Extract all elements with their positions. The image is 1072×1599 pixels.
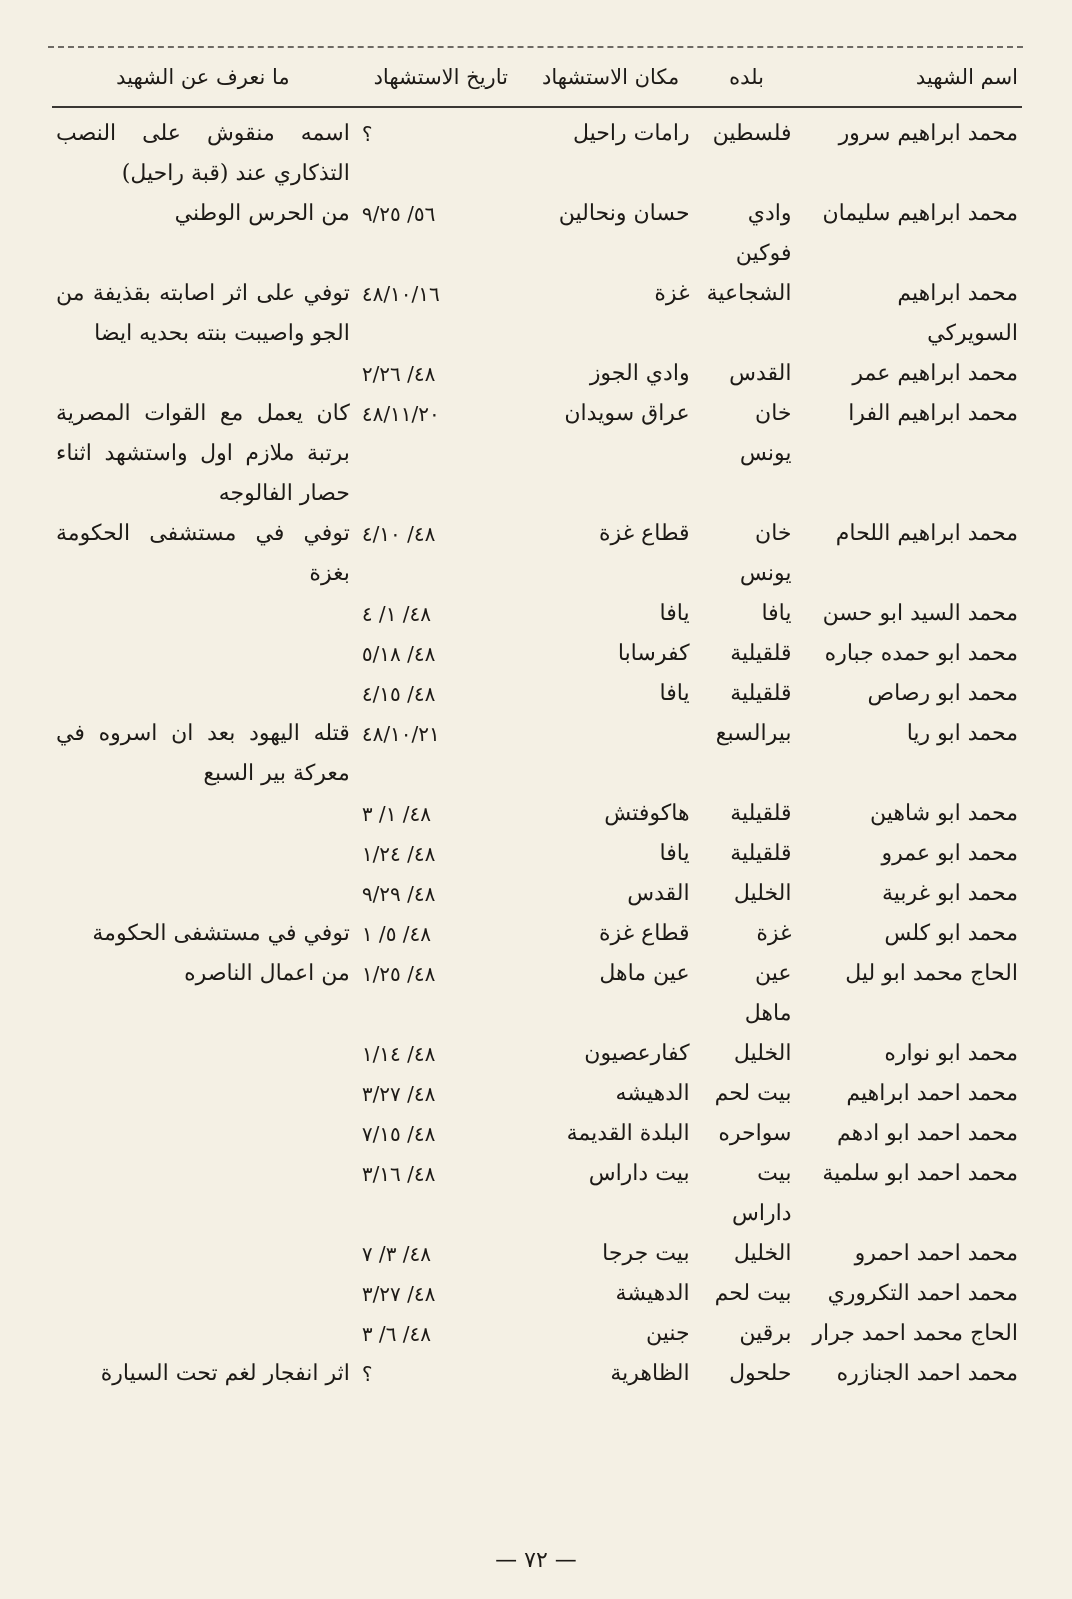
row-date: ٤٨/ ٥/ ١ xyxy=(361,922,432,946)
row-name: محمد احمد التكروري xyxy=(827,1281,1018,1306)
row-name: محمد احمد ابو سلمية xyxy=(822,1161,1018,1186)
row-name: محمد ابو كلس xyxy=(884,921,1018,946)
table-row xyxy=(50,794,1024,834)
row-date: ٤٨/١١/٢٠ xyxy=(361,402,440,426)
row-name: محمد السيد ابو حسن xyxy=(822,601,1018,626)
row-town: الشجاعية xyxy=(706,281,792,306)
row-place: بيت جرجا xyxy=(602,1241,690,1266)
row-date: ٤٨/ ١/ ٣ xyxy=(361,802,432,826)
row-note xyxy=(50,1314,356,1354)
row-note: توفي في مستشفى الحكومة بغزة xyxy=(56,521,350,586)
row-name: محمد ابو ريا xyxy=(906,721,1018,746)
row-place: عراق سويدان xyxy=(564,401,690,426)
row-name: الحاج محمد احمد جرار xyxy=(812,1321,1018,1346)
table-row xyxy=(50,514,1024,594)
table-row xyxy=(50,1074,1024,1114)
row-town: فلسطين xyxy=(712,121,792,146)
row-place: كفارعصيون xyxy=(584,1041,690,1066)
row-date: ٤٨/١٠/٢١ xyxy=(361,722,440,746)
row-note xyxy=(50,1274,356,1314)
row-date: ٤٨/ ٣/ ٧ xyxy=(361,1242,432,1266)
row-note xyxy=(50,794,356,834)
header-place: مكان الاستشهاد xyxy=(542,65,680,89)
row-name: محمد ابو رصاص xyxy=(867,681,1018,706)
row-town: قلقيلية xyxy=(730,641,792,666)
table-row xyxy=(50,594,1024,634)
table-row xyxy=(50,1354,1024,1394)
row-note xyxy=(50,674,356,714)
row-note xyxy=(50,1114,356,1154)
row-town: حلحول xyxy=(729,1361,792,1386)
row-date: ؟ xyxy=(361,1362,373,1386)
row-name: محمد ابراهيم عمر xyxy=(852,361,1018,386)
row-town: القدس xyxy=(729,361,792,386)
table-row xyxy=(50,1154,1024,1234)
table-header-row xyxy=(50,52,1024,102)
table-row xyxy=(50,954,1024,1034)
row-date: ٤٨/ ١/٢٥ xyxy=(361,962,436,986)
row-place: رامات راحيل xyxy=(573,121,690,146)
row-date: ٤٨/١٠/١٦ xyxy=(361,282,440,306)
header-date: تاريخ الاستشهاد xyxy=(373,65,508,89)
row-town: قلقيلية xyxy=(730,801,792,826)
row-date: ؟ xyxy=(361,122,373,146)
row-name: محمد احمد احمرو xyxy=(854,1241,1018,1266)
table-row xyxy=(50,714,1024,794)
row-note xyxy=(50,354,356,394)
row-date: ٤٨/ ٩/٢٩ xyxy=(361,882,436,906)
table-row xyxy=(50,1034,1024,1074)
row-place: وادي الجوز xyxy=(589,361,690,386)
row-town: الخليل xyxy=(733,881,792,906)
row-town: بيت لحم xyxy=(714,1081,792,1106)
table-row xyxy=(50,114,1024,194)
row-date: ٤٨/ ٤/١٥ xyxy=(361,682,436,706)
table-row xyxy=(50,1274,1024,1314)
row-note: كان يعمل مع القوات المصرية برتبة ملازم اول واستشهد اثناء حصار الفالوجه xyxy=(56,401,350,506)
row-name: محمد ابو نواره xyxy=(884,1041,1018,1066)
row-town: غزة xyxy=(756,921,792,946)
table-body xyxy=(50,102,1024,1394)
row-note: من الحرس الوطني xyxy=(174,201,350,226)
row-town: خان يونس xyxy=(739,401,792,466)
row-date: ٤٨/ ٣/٢٧ xyxy=(361,1082,436,1106)
row-note xyxy=(50,1234,356,1274)
page-number: — ٧٢ — xyxy=(495,1548,577,1573)
row-name: محمد احمد الجنازره xyxy=(836,1361,1018,1386)
table-row xyxy=(50,354,1024,394)
table-row xyxy=(50,874,1024,914)
row-name: محمد ابراهيم السويركي xyxy=(897,281,1018,346)
row-name: محمد ابراهيم اللحام xyxy=(835,521,1018,546)
row-town: بيرالسبع xyxy=(715,721,792,746)
row-date: ٥٦/ ٩/٢٥ xyxy=(361,202,436,226)
row-place xyxy=(526,714,696,794)
row-note xyxy=(50,634,356,674)
row-town: الخليل xyxy=(733,1041,792,1066)
row-note: اثر انفجار لغم تحت السيارة xyxy=(100,1361,350,1386)
row-place: قطاع غزة xyxy=(599,921,690,946)
row-date: ٤٨/ ١/١٤ xyxy=(361,1042,436,1066)
row-date: ٤٨/ ٧/١٥ xyxy=(361,1122,436,1146)
top-dashed-rule xyxy=(48,46,1023,48)
row-name: محمد ابو غربية xyxy=(881,881,1018,906)
row-note: اسمه منقوش على النصب التذكاري عند (قبة راحيل) xyxy=(56,121,350,186)
row-place: القدس xyxy=(627,881,690,906)
martyrs-table xyxy=(50,52,1024,1394)
row-place: البلدة القديمة xyxy=(566,1121,690,1146)
row-town: سواحره xyxy=(718,1121,792,1146)
row-town: قلقيلية xyxy=(730,681,792,706)
row-note: قتله اليهود بعد ان اسروه في معركة بير السبع xyxy=(56,721,350,786)
row-town: بيت لحم xyxy=(714,1281,792,1306)
row-place: يافا xyxy=(659,841,690,866)
row-name: محمد ابو عمرو xyxy=(881,841,1018,866)
row-name: محمد ابراهيم سليمان xyxy=(822,201,1018,226)
row-date: ٤٨/ ٣/١٦ xyxy=(361,1162,436,1186)
table-row xyxy=(50,1234,1024,1274)
row-town: يافا xyxy=(761,601,792,626)
row-date: ٤٨/ ٢/٢٦ xyxy=(361,362,436,386)
row-name: محمد احمد ابو ادهم xyxy=(837,1121,1018,1146)
row-date: ٤٨/ ٥/١٨ xyxy=(361,642,436,666)
row-name: محمد ابراهيم الفرا xyxy=(848,401,1018,426)
row-town: وادي فوكين xyxy=(735,201,792,266)
row-note xyxy=(50,874,356,914)
row-place: الظاهرية xyxy=(610,1361,690,1386)
row-place: يافا xyxy=(659,601,690,626)
table-row xyxy=(50,674,1024,714)
header-name: اسم الشهيد xyxy=(915,65,1018,89)
row-place: عين ماهل xyxy=(599,961,690,986)
row-place: الدهيشه xyxy=(615,1081,690,1106)
row-place: هاكوفتش xyxy=(604,801,690,826)
table-row xyxy=(50,834,1024,874)
header-note: ما نعرف عن الشهيد xyxy=(116,65,290,89)
row-place: قطاع غزة xyxy=(599,521,690,546)
row-place: كفرسابا xyxy=(617,641,690,666)
row-name: محمد ابو حمده جباره xyxy=(824,641,1018,666)
table-row xyxy=(50,914,1024,954)
table-row xyxy=(50,1314,1024,1354)
row-date: ٤٨/ ٤/١٠ xyxy=(361,522,436,546)
row-note: من اعمال الناصره xyxy=(184,961,350,986)
row-date: ٤٨/ ١/٢٤ xyxy=(361,842,436,866)
row-town: خان يونس xyxy=(739,521,792,586)
row-note xyxy=(50,834,356,874)
row-town: عين ماهل xyxy=(744,961,792,1026)
row-place: يافا xyxy=(659,681,690,706)
row-town: برقين xyxy=(739,1321,792,1346)
row-town: الخليل xyxy=(733,1241,792,1266)
row-note xyxy=(50,1074,356,1114)
row-note: توفي في مستشفى الحكومة xyxy=(92,921,350,946)
row-name: محمد ابو شاهين xyxy=(870,801,1018,826)
table-row xyxy=(50,194,1024,274)
row-note xyxy=(50,1154,356,1234)
row-date: ٤٨/ ٣/٢٧ xyxy=(361,1282,436,1306)
row-name: محمد ابراهيم سرور xyxy=(838,121,1018,146)
row-town: بيت داراس xyxy=(731,1161,792,1226)
table-row xyxy=(50,1114,1024,1154)
row-note: توفي على اثر اصابته بقذيفة من الجو واصيبت بنته بحديه ايضا xyxy=(56,281,350,346)
row-place: الدهيشة xyxy=(615,1281,690,1306)
table-row xyxy=(50,274,1024,354)
row-note xyxy=(50,1034,356,1074)
row-town: قلقيلية xyxy=(730,841,792,866)
header-town: بلده xyxy=(729,65,764,89)
row-date: ٤٨/ ٦/ ٣ xyxy=(361,1322,432,1346)
table-row xyxy=(50,394,1024,514)
row-name: الحاج محمد ابو ليل xyxy=(845,961,1018,986)
row-note xyxy=(50,594,356,634)
row-place: بيت داراس xyxy=(588,1161,690,1186)
table-row xyxy=(50,634,1024,674)
row-name: محمد احمد ابراهيم xyxy=(846,1081,1018,1106)
row-place: حسان ونحالين xyxy=(558,201,690,226)
row-date: ٤٨/ ١/ ٤ xyxy=(361,602,432,626)
row-place: غزة xyxy=(654,281,690,306)
row-place: جنين xyxy=(645,1321,690,1346)
